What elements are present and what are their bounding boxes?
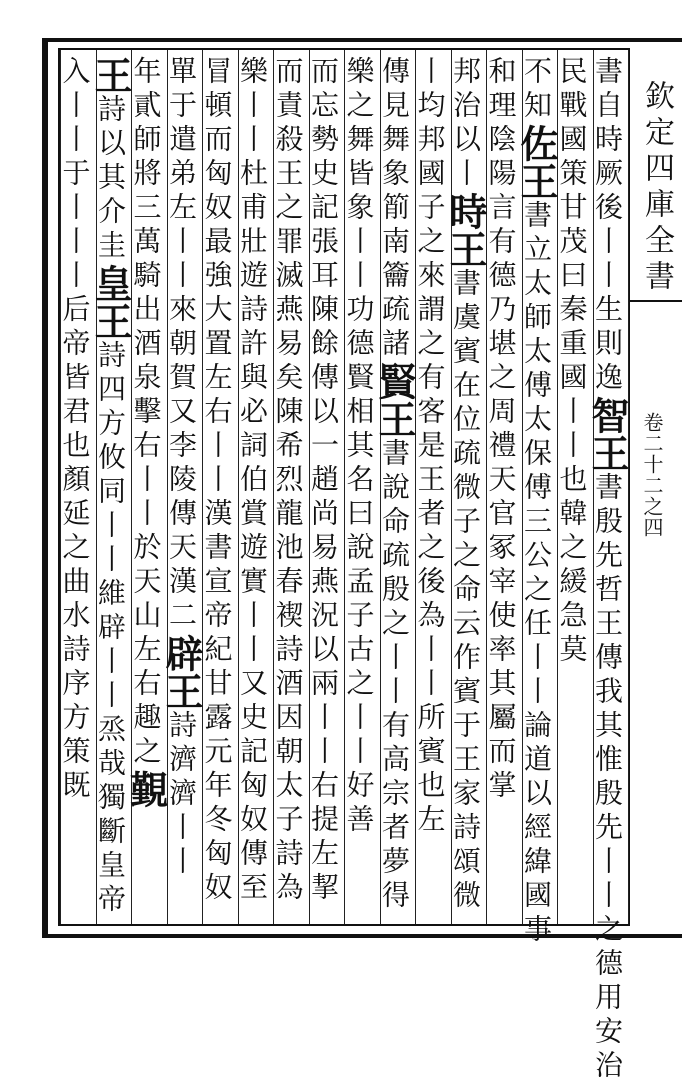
column-text: 書殷先哲王傳我其惟殷先丨丨之德用安治 xyxy=(591,472,624,1084)
column-text: 丨丨后帝皆君也顏延之曲水詩序方策既 xyxy=(58,226,92,804)
entry-heading: 時王 xyxy=(443,192,488,268)
entry-heading: 賢王 xyxy=(372,362,417,438)
column-text: 年貳師將三萬騎出酒泉擊右丨丨於天山 xyxy=(129,56,163,634)
column-text: 樂之舞皆象丨丨功德 xyxy=(342,56,376,362)
entry-heading: 智王 xyxy=(585,396,630,472)
entry-heading: 辟王 xyxy=(159,634,204,710)
column-text: 而責殺王之罪滅燕易矣陳希烈龍池春褉詩酒因朝太子詩為 xyxy=(271,56,305,906)
text-column xyxy=(50,56,105,916)
column-text: 和理陰陽言有德乃堪之周禮天官冢宰使率其屬而掌 xyxy=(484,56,518,804)
column-text: 詩濟濟丨丨 xyxy=(165,710,198,880)
entry-heading: 王 xyxy=(88,56,133,94)
juan-label: 卷二十二之四 xyxy=(640,412,664,538)
column-text: 丨均邦國 xyxy=(413,56,447,192)
column-text: 傳見舞象箾南籥疏諸 xyxy=(378,56,411,362)
column-text: 左右趣之 xyxy=(129,634,163,770)
entry-heading: 皇王 xyxy=(88,264,133,340)
entry-heading: 覲 xyxy=(123,770,169,808)
column-text: 書立太師太傅太保傅三公之任丨丨論道以經緯國事 xyxy=(520,200,553,948)
column-text: 詩四方攸同丨丨維辟丨丨烝哉獨斷皇帝 xyxy=(94,340,127,918)
column-text: 冒頓而匈奴最強大置左右丨丨漢書宣帝紀甘露元年冬匈奴 xyxy=(200,56,234,906)
column-text: 而忘勢史記張耳陳餘傳以一趙尚易燕況以兩丨丨右提左挈 xyxy=(307,56,340,906)
column-text: 書說命疏殷之丨丨有高宗者夢得 xyxy=(378,438,411,914)
column-text: 詩以其介圭 xyxy=(94,94,127,264)
block-title: 欽定四庫全書 xyxy=(639,80,674,296)
column-text: 書虞賓在位疏微子之命云作賓于王家詩頌微 xyxy=(449,268,482,914)
entry-heading: 佐王 xyxy=(514,124,559,200)
column-text: 單于遣弟左丨丨來朝賀又李陵傳天漢二 xyxy=(165,56,198,634)
column-text: 不知 xyxy=(520,56,553,124)
column-text: 入丨丨于丨 xyxy=(58,56,92,226)
column-text: 民戰國策甘茂曰秦重國丨丨也韓之緩急莫 xyxy=(555,56,589,668)
column-text: 子之來謂之有客是王者之後為丨丨所賓也左 xyxy=(413,192,447,838)
column-text: 邦治以丨 xyxy=(449,56,482,192)
column-text: 書自時厥後 xyxy=(591,56,624,226)
column-text: 賢相其名曰說孟子古之丨丨好善 xyxy=(342,362,376,838)
column-text: 丨丨生則逸 xyxy=(591,226,624,396)
column-text: 樂丨丨杜甫壯遊詩許與必詞伯賞遊實丨丨又史記匈奴傳至 xyxy=(236,56,269,906)
